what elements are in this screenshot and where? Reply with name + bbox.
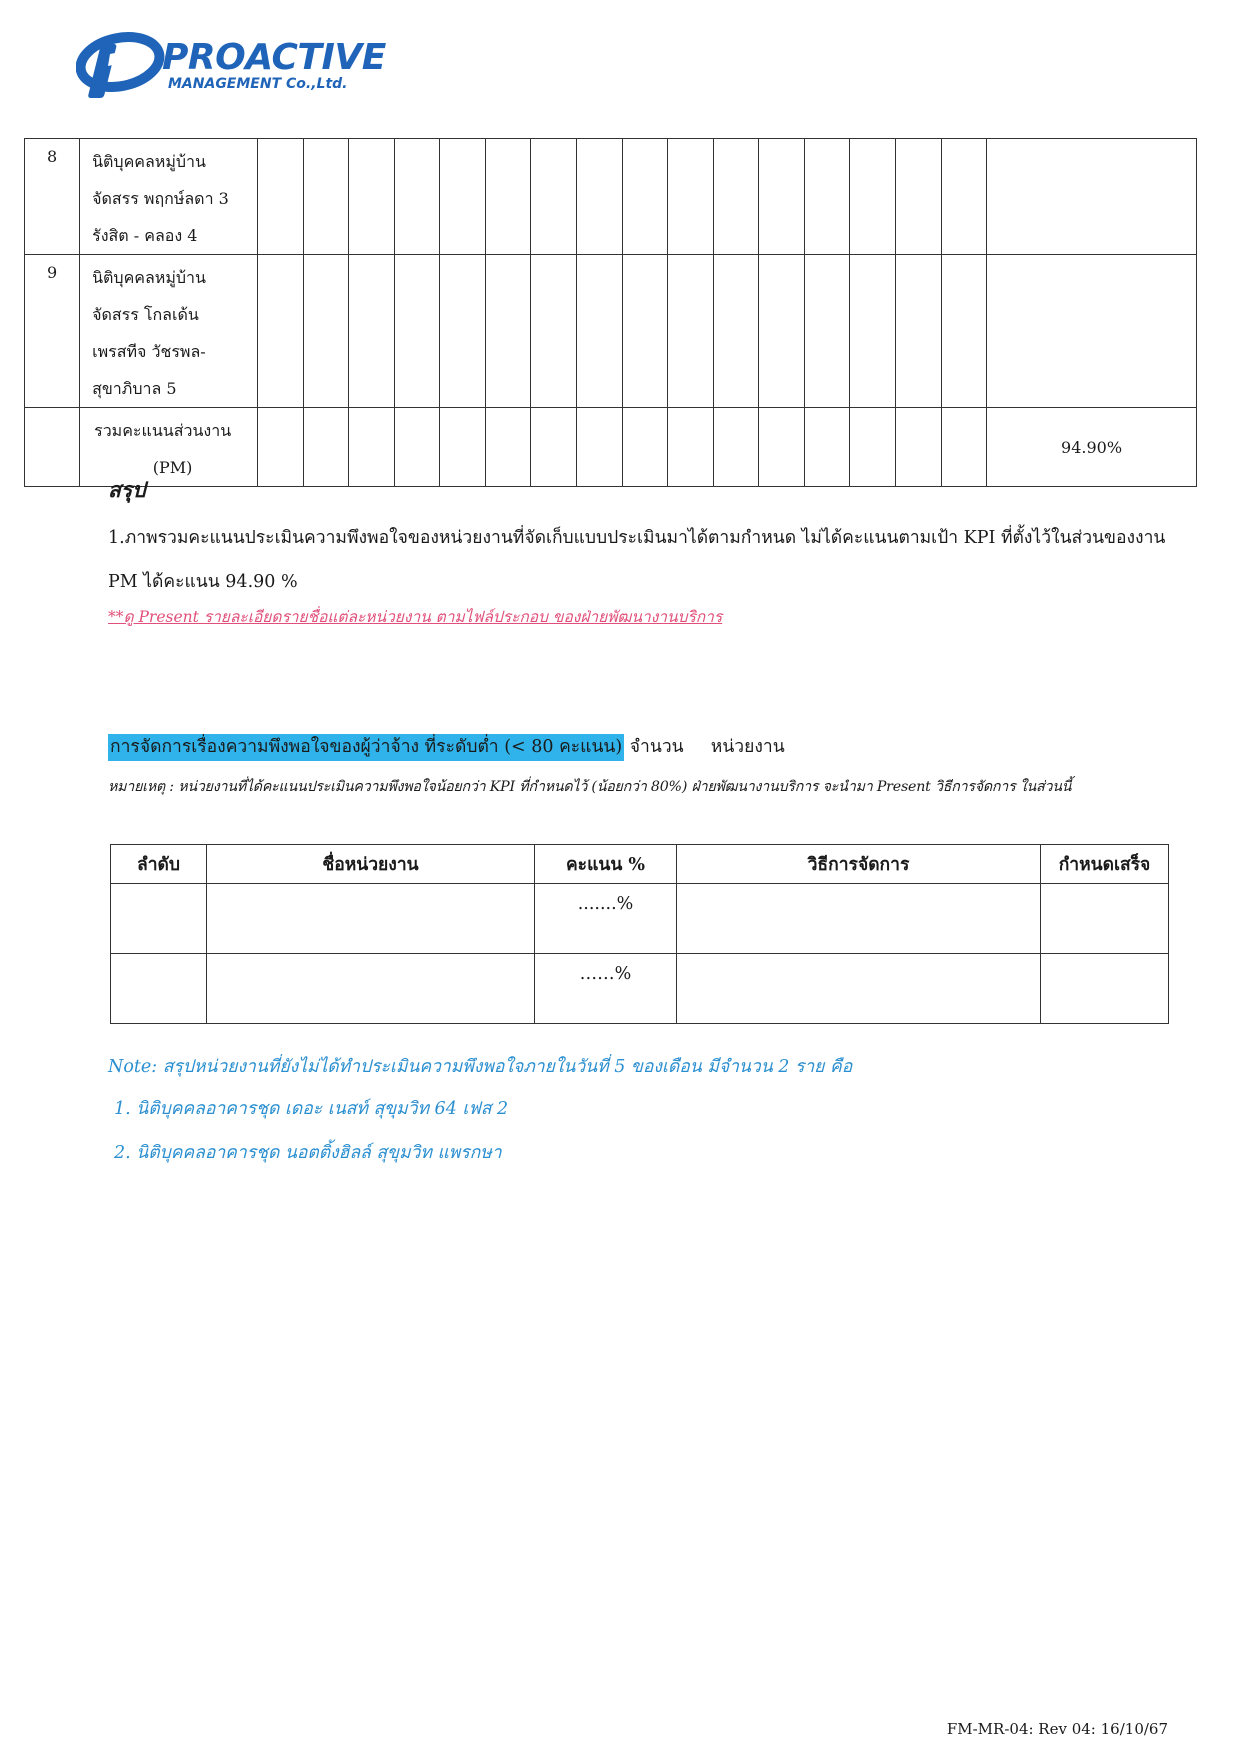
score-cell	[531, 139, 577, 255]
score-cell	[622, 255, 668, 408]
cell-due	[1041, 884, 1169, 954]
score-cell	[850, 139, 896, 255]
score-cell	[485, 139, 531, 255]
total-cell	[987, 255, 1197, 408]
unit-name-line: จัดสรร โกลเด้น	[92, 305, 199, 324]
unit-name-line: นิติบุคคลหมู่บ้าน	[92, 268, 206, 287]
score-cell	[713, 139, 759, 255]
cell-unit-name	[207, 954, 535, 1024]
cell-method	[677, 954, 1041, 1024]
score-cell	[668, 139, 714, 255]
unit-name-line: สุขาภิบาล 5	[92, 379, 177, 398]
management-table	[110, 844, 1169, 1024]
score-cell	[577, 255, 623, 408]
score-cell	[713, 408, 759, 487]
total-value: 94.90%	[987, 408, 1197, 487]
unit-name	[80, 255, 258, 408]
table-header-row	[111, 845, 1169, 884]
score-cell	[531, 255, 577, 408]
score-cell	[668, 408, 714, 487]
score-cell	[668, 255, 714, 408]
col-header-unit-name: ชื่อหน่วยงาน	[207, 845, 535, 884]
company-logo	[76, 24, 386, 100]
col-header-method: วิธีการจัดการ	[677, 845, 1041, 884]
note-section	[108, 1052, 852, 1182]
management-heading	[108, 732, 785, 760]
score-cell	[485, 408, 531, 487]
score-cell	[258, 408, 304, 487]
cell-unit-name	[207, 884, 535, 954]
cell-order	[111, 884, 207, 954]
score-cell	[759, 408, 805, 487]
score-cell	[622, 408, 668, 487]
score-cell	[941, 408, 987, 487]
highlighted-title: การจัดการเรื่องความพึงพอใจของผู้ว่าจ้าง ที่ระดับต่ำ (< 80 คะแนน)	[108, 734, 624, 761]
score-cell	[258, 255, 304, 408]
score-cell	[440, 139, 486, 255]
score-cell	[577, 139, 623, 255]
score-cell	[941, 139, 987, 255]
score-cell	[349, 255, 395, 408]
score-cell	[804, 408, 850, 487]
logo-name: PROACTIVE	[162, 37, 386, 78]
score-cell	[531, 408, 577, 487]
score-cell	[394, 255, 440, 408]
score-cell	[303, 255, 349, 408]
unit-name-line: นิติบุคคลหมู่บ้าน	[92, 152, 206, 171]
row-number: 9	[25, 255, 80, 408]
score-table	[24, 138, 1197, 487]
table-row	[111, 954, 1169, 1024]
summary-text: 1.ภาพรวมคะแนนประเมินความพึงพอใจของหน่วยงานที่จัดเก็บแบบประเมินมาได้ตามกำหนด ไม่ได้คะแนนตามเป้า KPI ที่ตั้งไว้ในส่วนของงาน PM ได้คะแนน 94.90 %	[108, 528, 1166, 592]
score-cell	[850, 255, 896, 408]
list-item: 1. นิติบุคคลอาคารชุด เดอะ เนสท์ สุขุมวิท 64 เฟส 2	[114, 1099, 509, 1119]
cell-score: .......%	[535, 884, 677, 954]
score-cell	[303, 139, 349, 255]
score-cell	[895, 255, 941, 408]
note-list	[114, 1094, 852, 1182]
col-header-order: ลำดับ	[111, 845, 207, 884]
score-cell	[303, 408, 349, 487]
col-header-score: คะแนน %	[535, 845, 677, 884]
score-cell	[622, 139, 668, 255]
score-cell	[895, 408, 941, 487]
score-cell	[258, 139, 304, 255]
total-label	[80, 408, 258, 487]
unit-label: หน่วยงาน	[710, 737, 785, 757]
list-item: 2. นิติบุคคลอาคารชุด นอตติ้งฮิลล์ สุขุมวิท แพรกษา	[114, 1143, 502, 1163]
unit-name-line: เพรสทีจ วัชรพล-	[92, 342, 206, 361]
summary-title: สรุป	[108, 477, 146, 502]
table-row	[25, 139, 1197, 255]
score-cell	[850, 408, 896, 487]
note-heading: Note: สรุปหน่วยงานที่ยังไม่ได้ทำประเมินความพึงพอใจภายในวันที่ 5 ของเดือน มีจำนวน 2 ราย คือ	[108, 1057, 853, 1077]
cell-due	[1041, 954, 1169, 1024]
cell-method	[677, 884, 1041, 954]
score-cell	[804, 255, 850, 408]
score-cell	[485, 255, 531, 408]
score-cell	[349, 408, 395, 487]
total-row	[25, 408, 1197, 487]
logo-subtitle: MANAGEMENT Co.,Ltd.	[168, 76, 348, 92]
cell-score: ……%	[535, 954, 677, 1024]
table-row	[25, 255, 1197, 408]
proactive-logo-icon	[76, 24, 168, 100]
score-cell	[713, 255, 759, 408]
score-cell	[759, 139, 805, 255]
document-code: FM-MR-04: Rev 04: 16/10/67	[946, 1720, 1168, 1738]
score-cell	[895, 139, 941, 255]
row-number	[25, 408, 80, 487]
table-row	[111, 884, 1169, 954]
unit-name	[80, 139, 258, 255]
present-note: **ดู Present รายละเอียดรายชื่อแต่ละหน่วยงาน ตามไฟล์ประกอบ ของฝ่ายพัฒนางานบริการ	[108, 608, 723, 626]
count-label: จำนวน	[629, 737, 684, 757]
cell-order	[111, 954, 207, 1024]
score-cell	[394, 139, 440, 255]
row-number: 8	[25, 139, 80, 255]
unit-name-line: รังสิต - คลอง 4	[92, 226, 198, 245]
total-label-line: รวมคะแนนส่วนงาน	[94, 421, 232, 440]
score-cell	[759, 255, 805, 408]
score-cell	[349, 139, 395, 255]
total-label-line: (PM)	[152, 458, 193, 477]
score-cell	[440, 255, 486, 408]
unit-name-line: จัดสรร พฤกษ์ลดา 3	[92, 189, 229, 208]
score-cell	[804, 139, 850, 255]
score-cell	[394, 408, 440, 487]
col-header-due: กำหนดเสร็จ	[1041, 845, 1169, 884]
remark-text: หมายเหตุ : หน่วยงานที่ได้คะแนนประเมินความพึงพอใจน้อยกว่า KPI ที่กำหนดไว้ (น้อยกว่า 80%) ฝ่ายพัฒนางานบริการ จะนำมา Present วิธีการจัดการ ในส่วนนี้	[108, 779, 1072, 795]
score-cell	[941, 255, 987, 408]
score-cell	[577, 408, 623, 487]
total-cell	[987, 139, 1197, 255]
score-cell	[440, 408, 486, 487]
